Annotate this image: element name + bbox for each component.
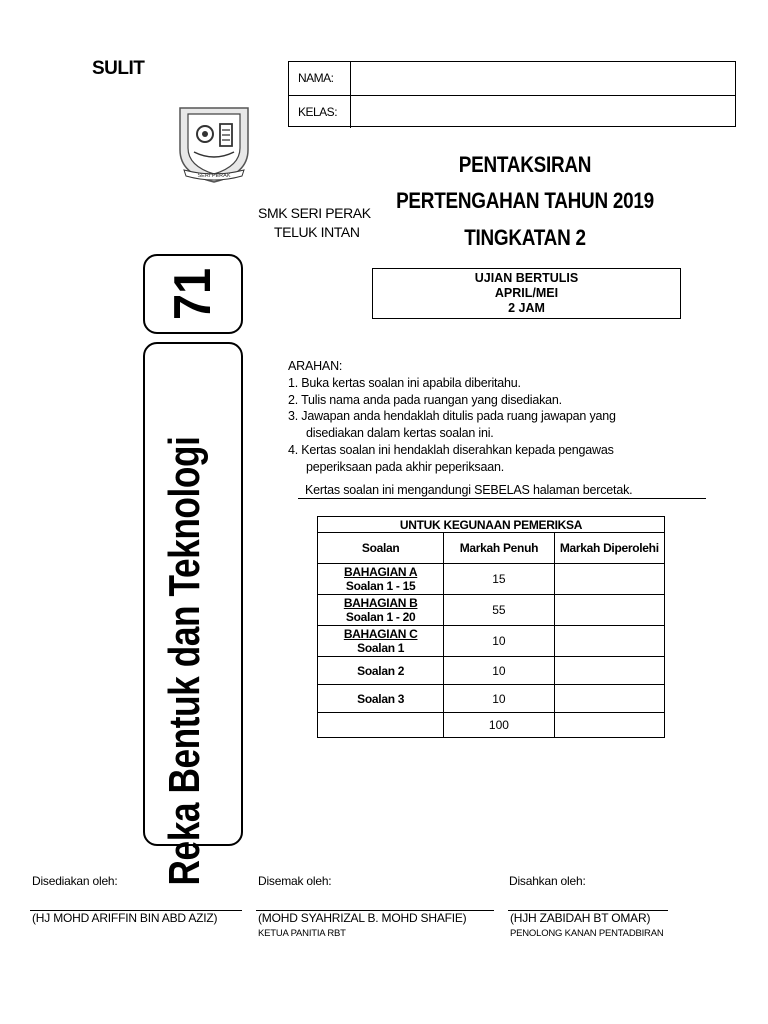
exam-title-line3: TINGKATAN 2 (464, 225, 586, 250)
table-row (318, 657, 665, 685)
question-cell (318, 595, 444, 626)
name-row (289, 62, 735, 95)
col-header-markah-diperolehi: Markah Diperolehi (554, 533, 664, 564)
obtained-mark-cell[interactable] (554, 657, 664, 685)
checked-by-label: Disemak oleh: (258, 874, 332, 888)
question-cell: Soalan 3 (318, 685, 444, 713)
col-header-soalan: Soalan (318, 533, 444, 564)
instruction-4: 4. Kertas soalan ini hendaklah diserahkan kepada pengawas (288, 442, 614, 457)
instructions-heading: ARAHAN: (288, 359, 343, 373)
full-mark-cell: 10 (444, 657, 554, 685)
school-town: TELUK INTAN (274, 224, 360, 240)
instruction-3: 3. Jawapan anda hendaklah ditulis pada ruang jawapan yang (288, 409, 616, 424)
subject-code: 71 (164, 267, 222, 321)
table-title-row (318, 517, 665, 533)
instructions (288, 358, 616, 476)
question-label: Soalan 1 (357, 641, 405, 655)
divider-line (298, 498, 706, 499)
obtained-mark-cell[interactable] (554, 595, 664, 626)
table-header-row (318, 533, 665, 564)
table-total-row (318, 713, 665, 738)
obtained-mark-cell[interactable] (554, 626, 664, 657)
question-cell (318, 564, 444, 595)
exam-title-line2: PERTENGAHAN TAHUN 2019 (396, 188, 654, 213)
table-title: UNTUK KEGUNAAN PEMERIKSA (318, 517, 665, 533)
exam-type: UJIAN BERTULIS (474, 271, 579, 285)
exam-period: APRIL/MEI (494, 286, 559, 300)
full-mark-cell: 15 (444, 564, 554, 595)
table-row (318, 626, 665, 657)
approved-by-label: Disahkan oleh: (509, 874, 586, 888)
obtained-mark-cell[interactable] (554, 685, 664, 713)
full-mark-cell: 10 (444, 626, 554, 657)
exam-duration: 2 JAM (508, 301, 545, 315)
subject-name-wrap (150, 418, 220, 904)
subject-name: Reka Bentuk dan Teknologi (160, 436, 209, 886)
full-mark-cell: 10 (444, 685, 554, 713)
school-logo (176, 104, 252, 184)
instruction-4-cont: peperiksaan pada akhir peperiksaan. (306, 459, 504, 474)
instruction-2: 2. Tulis nama anda pada ruangan yang disediakan. (288, 392, 562, 407)
question-label: Soalan 1 - 15 (345, 579, 416, 593)
prepared-by-name: (HJ MOHD ARIFFIN BIN ABD AZIZ) (32, 911, 218, 925)
approved-by-title: PENOLONG KANAN PENTADBIRAN (510, 928, 664, 939)
section-label: BAHAGIAN B (343, 596, 418, 610)
question-label: Soalan 1 - 20 (345, 610, 416, 624)
total-full-mark-cell: 100 (444, 713, 554, 738)
question-cell: Soalan 2 (318, 657, 444, 685)
school-name: SMK SERI PERAK (258, 205, 371, 221)
total-obtained-mark-cell[interactable] (554, 713, 664, 738)
exam-title-line1: PENTAKSIRAN (458, 152, 592, 177)
exam-info-box (372, 268, 681, 319)
table-row (318, 685, 665, 713)
obtained-mark-cell[interactable] (554, 564, 664, 595)
instruction-1: 1. Buka kertas soalan ini apabila diberitahu. (288, 375, 521, 390)
question-cell (318, 713, 444, 738)
prepared-by-label: Disediakan oleh: (32, 874, 118, 888)
subject-code-wrap (143, 254, 243, 334)
confidential-label: SULIT (92, 58, 145, 79)
logo-text: SERI PERAK (197, 173, 231, 179)
table-row (318, 595, 665, 626)
table-row (318, 564, 665, 595)
instruction-3-cont: disediakan dalam kertas soalan ini. (306, 426, 494, 441)
class-label: KELAS: (289, 96, 351, 128)
checked-by-title: KETUA PANITIA RBT (258, 928, 346, 939)
approved-by-name: (HJH ZABIDAH BT OMAR) (510, 911, 651, 925)
marking-table (317, 516, 665, 738)
checked-by-name: (MOHD SYAHRIZAL B. MOHD SHAFIE) (258, 911, 467, 925)
page-count-note: Kertas soalan ini mengandungi SEBELAS halaman bercetak. (305, 483, 633, 497)
full-mark-cell: 55 (444, 595, 554, 626)
name-label: NAMA: (289, 62, 351, 95)
class-row (289, 95, 735, 128)
col-header-markah-penuh: Markah Penuh (444, 533, 554, 564)
student-info-box (288, 61, 736, 127)
question-cell (318, 626, 444, 657)
section-label: BAHAGIAN C (343, 627, 418, 641)
section-label: BAHAGIAN A (344, 565, 418, 579)
